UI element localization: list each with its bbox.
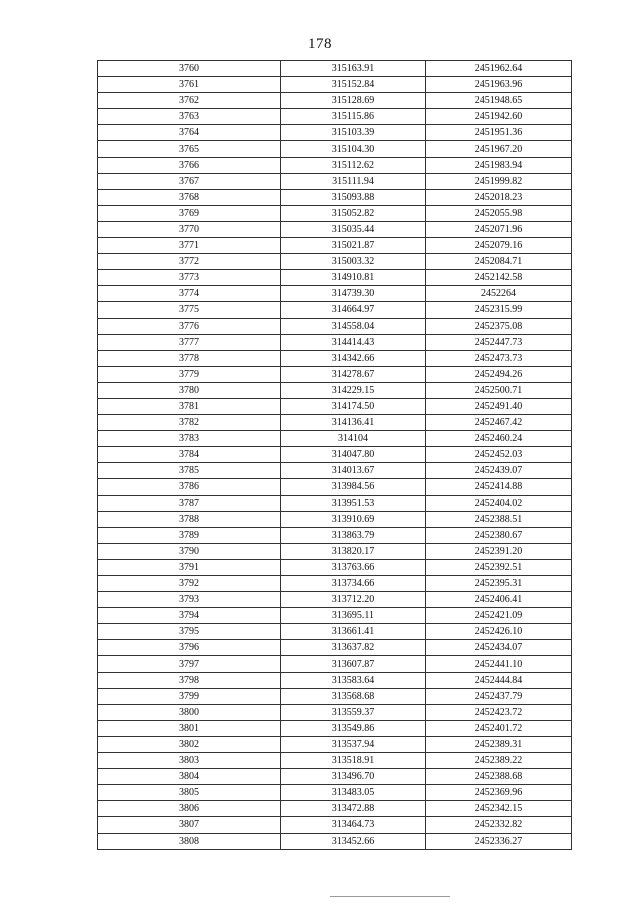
y-coordinate-cell: 2451962.64 [426,61,572,77]
point-number-cell: 3775 [98,302,281,318]
point-number-cell: 3791 [98,559,281,575]
point-number-cell: 3764 [98,125,281,141]
x-coordinate-cell: 315111.94 [281,173,426,189]
y-coordinate-cell: 2452336.27 [426,833,572,849]
point-number-cell: 3804 [98,769,281,785]
point-number-cell: 3802 [98,736,281,752]
y-coordinate-cell: 2452380.67 [426,527,572,543]
y-coordinate-cell: 2452018.23 [426,189,572,205]
point-number-cell: 3793 [98,592,281,608]
x-coordinate-cell: 313518.91 [281,753,426,769]
table-row [98,704,572,720]
point-number-cell: 3771 [98,238,281,254]
y-coordinate-cell: 2452264 [426,286,572,302]
y-coordinate-cell: 2452388.51 [426,511,572,527]
point-number-cell: 3789 [98,527,281,543]
table-row [98,736,572,752]
x-coordinate-cell: 314910.81 [281,270,426,286]
y-coordinate-cell: 2451967.20 [426,141,572,157]
point-number-cell: 3784 [98,447,281,463]
point-number-cell: 3794 [98,608,281,624]
table-row [98,173,572,189]
x-coordinate-cell: 315128.69 [281,93,426,109]
x-coordinate-cell: 314739.30 [281,286,426,302]
table-row [98,366,572,382]
x-coordinate-cell: 315093.88 [281,189,426,205]
coordinate-table [97,60,572,850]
table-row [98,511,572,527]
y-coordinate-cell: 2452500.71 [426,382,572,398]
table-row [98,447,572,463]
y-coordinate-cell: 2452388.68 [426,769,572,785]
x-coordinate-cell: 313568.68 [281,688,426,704]
table-row [98,382,572,398]
y-coordinate-cell: 2452332.82 [426,817,572,833]
table-row [98,238,572,254]
table-row [98,318,572,334]
point-number-cell: 3769 [98,205,281,221]
point-number-cell: 3760 [98,61,281,77]
point-number-cell: 3785 [98,463,281,479]
y-coordinate-cell: 2452079.16 [426,238,572,254]
x-coordinate-cell: 315021.87 [281,238,426,254]
page-number: 178 [308,36,332,52]
x-coordinate-cell: 314136.41 [281,415,426,431]
y-coordinate-cell: 2452467.42 [426,415,572,431]
x-coordinate-cell: 313863.79 [281,527,426,543]
point-number-cell: 3779 [98,366,281,382]
x-coordinate-cell: 313549.86 [281,720,426,736]
x-coordinate-cell: 313496.70 [281,769,426,785]
table-row [98,656,572,672]
y-coordinate-cell: 2452441.10 [426,656,572,672]
x-coordinate-cell: 313583.64 [281,672,426,688]
point-number-cell: 3787 [98,495,281,511]
x-coordinate-cell: 313984.56 [281,479,426,495]
table-row [98,157,572,173]
table-row [98,302,572,318]
table-row [98,672,572,688]
x-coordinate-cell: 315003.32 [281,254,426,270]
x-coordinate-cell: 315152.84 [281,77,426,93]
point-number-cell: 3803 [98,753,281,769]
table-row [98,785,572,801]
y-coordinate-cell: 2451999.82 [426,173,572,189]
x-coordinate-cell: 315112.62 [281,157,426,173]
point-number-cell: 3776 [98,318,281,334]
y-coordinate-cell: 2452375.08 [426,318,572,334]
table-row [98,769,572,785]
point-number-cell: 3797 [98,656,281,672]
x-coordinate-cell: 313661.41 [281,624,426,640]
x-coordinate-cell: 315115.86 [281,109,426,125]
y-coordinate-cell: 2451963.96 [426,77,572,93]
table-row [98,608,572,624]
y-coordinate-cell: 2452444.84 [426,672,572,688]
point-number-cell: 3762 [98,93,281,109]
y-coordinate-cell: 2452473.73 [426,350,572,366]
scan-artifact-line [330,896,450,897]
table-row [98,801,572,817]
x-coordinate-cell: 315052.82 [281,205,426,221]
y-coordinate-cell: 2452414.88 [426,479,572,495]
table-row [98,93,572,109]
table-row [98,479,572,495]
table-row [98,415,572,431]
y-coordinate-cell: 2452439.07 [426,463,572,479]
point-number-cell: 3778 [98,350,281,366]
x-coordinate-cell: 313910.69 [281,511,426,527]
point-number-cell: 3800 [98,704,281,720]
point-number-cell: 3761 [98,77,281,93]
x-coordinate-cell: 313559.37 [281,704,426,720]
table-row [98,817,572,833]
point-number-cell: 3773 [98,270,281,286]
x-coordinate-cell: 313763.66 [281,559,426,575]
point-number-cell: 3790 [98,543,281,559]
x-coordinate-cell: 315103.39 [281,125,426,141]
y-coordinate-cell: 2452404.02 [426,495,572,511]
table-row [98,753,572,769]
table-row [98,270,572,286]
x-coordinate-cell: 313712.20 [281,592,426,608]
table-row [98,125,572,141]
y-coordinate-cell: 2452071.96 [426,221,572,237]
y-coordinate-cell: 2451951.36 [426,125,572,141]
point-number-cell: 3788 [98,511,281,527]
x-coordinate-cell: 314558.04 [281,318,426,334]
y-coordinate-cell: 2451983.94 [426,157,572,173]
x-coordinate-cell: 313820.17 [281,543,426,559]
y-coordinate-cell: 2452423.72 [426,704,572,720]
x-coordinate-cell: 313734.66 [281,576,426,592]
x-coordinate-cell: 313695.11 [281,608,426,624]
point-number-cell: 3777 [98,334,281,350]
table-row [98,463,572,479]
y-coordinate-cell: 2452494.26 [426,366,572,382]
x-coordinate-cell: 313537.94 [281,736,426,752]
table-row [98,254,572,270]
point-number-cell: 3792 [98,576,281,592]
y-coordinate-cell: 2452389.31 [426,736,572,752]
x-coordinate-cell: 313483.05 [281,785,426,801]
y-coordinate-cell: 2452426.10 [426,624,572,640]
table-row [98,61,572,77]
table-row [98,334,572,350]
x-coordinate-cell: 314278.67 [281,366,426,382]
y-coordinate-cell: 2452342.15 [426,801,572,817]
point-number-cell: 3795 [98,624,281,640]
y-coordinate-cell: 2452491.40 [426,398,572,414]
point-number-cell: 3763 [98,109,281,125]
table-row [98,624,572,640]
y-coordinate-cell: 2452437.79 [426,688,572,704]
table-row [98,77,572,93]
x-coordinate-cell: 314174.50 [281,398,426,414]
point-number-cell: 3765 [98,141,281,157]
y-coordinate-cell: 2452447.73 [426,334,572,350]
x-coordinate-cell: 314013.67 [281,463,426,479]
x-coordinate-cell: 313464.73 [281,817,426,833]
y-coordinate-cell: 2451942.60 [426,109,572,125]
table-row [98,189,572,205]
point-number-cell: 3767 [98,173,281,189]
table-row [98,833,572,849]
x-coordinate-cell: 314229.15 [281,382,426,398]
table-row [98,543,572,559]
y-coordinate-cell: 2452055.98 [426,205,572,221]
point-number-cell: 3796 [98,640,281,656]
x-coordinate-cell: 314047.80 [281,447,426,463]
table-row [98,109,572,125]
table-row [98,720,572,736]
point-number-cell: 3805 [98,785,281,801]
x-coordinate-cell: 313452.66 [281,833,426,849]
table-row [98,205,572,221]
table-row [98,576,572,592]
table-row [98,688,572,704]
x-coordinate-cell: 313951.53 [281,495,426,511]
point-number-cell: 3786 [98,479,281,495]
table-row [98,640,572,656]
y-coordinate-cell: 2452434.07 [426,640,572,656]
table-row [98,141,572,157]
point-number-cell: 3801 [98,720,281,736]
y-coordinate-cell: 2452406.41 [426,592,572,608]
y-coordinate-cell: 2452395.31 [426,576,572,592]
table-row [98,559,572,575]
point-number-cell: 3774 [98,286,281,302]
table-row [98,398,572,414]
y-coordinate-cell: 2451948.65 [426,93,572,109]
y-coordinate-cell: 2452369.96 [426,785,572,801]
x-coordinate-cell: 313472.88 [281,801,426,817]
coordinate-table-container [97,60,571,850]
point-number-cell: 3781 [98,398,281,414]
point-number-cell: 3772 [98,254,281,270]
x-coordinate-cell: 315035.44 [281,221,426,237]
point-number-cell: 3780 [98,382,281,398]
x-coordinate-cell: 315104.30 [281,141,426,157]
y-coordinate-cell: 2452452.03 [426,447,572,463]
x-coordinate-cell: 314104 [281,431,426,447]
point-number-cell: 3807 [98,817,281,833]
y-coordinate-cell: 2452389.22 [426,753,572,769]
x-coordinate-cell: 314664.97 [281,302,426,318]
table-row [98,527,572,543]
table-row [98,592,572,608]
point-number-cell: 3783 [98,431,281,447]
x-coordinate-cell: 315163.91 [281,61,426,77]
y-coordinate-cell: 2452391.20 [426,543,572,559]
point-number-cell: 3768 [98,189,281,205]
point-number-cell: 3798 [98,672,281,688]
y-coordinate-cell: 2452084.71 [426,254,572,270]
y-coordinate-cell: 2452401.72 [426,720,572,736]
point-number-cell: 3808 [98,833,281,849]
x-coordinate-cell: 314414.43 [281,334,426,350]
table-row [98,286,572,302]
x-coordinate-cell: 314342.66 [281,350,426,366]
x-coordinate-cell: 313637.82 [281,640,426,656]
y-coordinate-cell: 2452315.99 [426,302,572,318]
point-number-cell: 3799 [98,688,281,704]
point-number-cell: 3806 [98,801,281,817]
x-coordinate-cell: 313607.87 [281,656,426,672]
table-row [98,221,572,237]
coordinate-table-body [98,61,572,850]
table-row [98,350,572,366]
point-number-cell: 3770 [98,221,281,237]
y-coordinate-cell: 2452392.51 [426,559,572,575]
table-row [98,495,572,511]
y-coordinate-cell: 2452421.09 [426,608,572,624]
table-row [98,431,572,447]
y-coordinate-cell: 2452142.58 [426,270,572,286]
point-number-cell: 3766 [98,157,281,173]
point-number-cell: 3782 [98,415,281,431]
y-coordinate-cell: 2452460.24 [426,431,572,447]
